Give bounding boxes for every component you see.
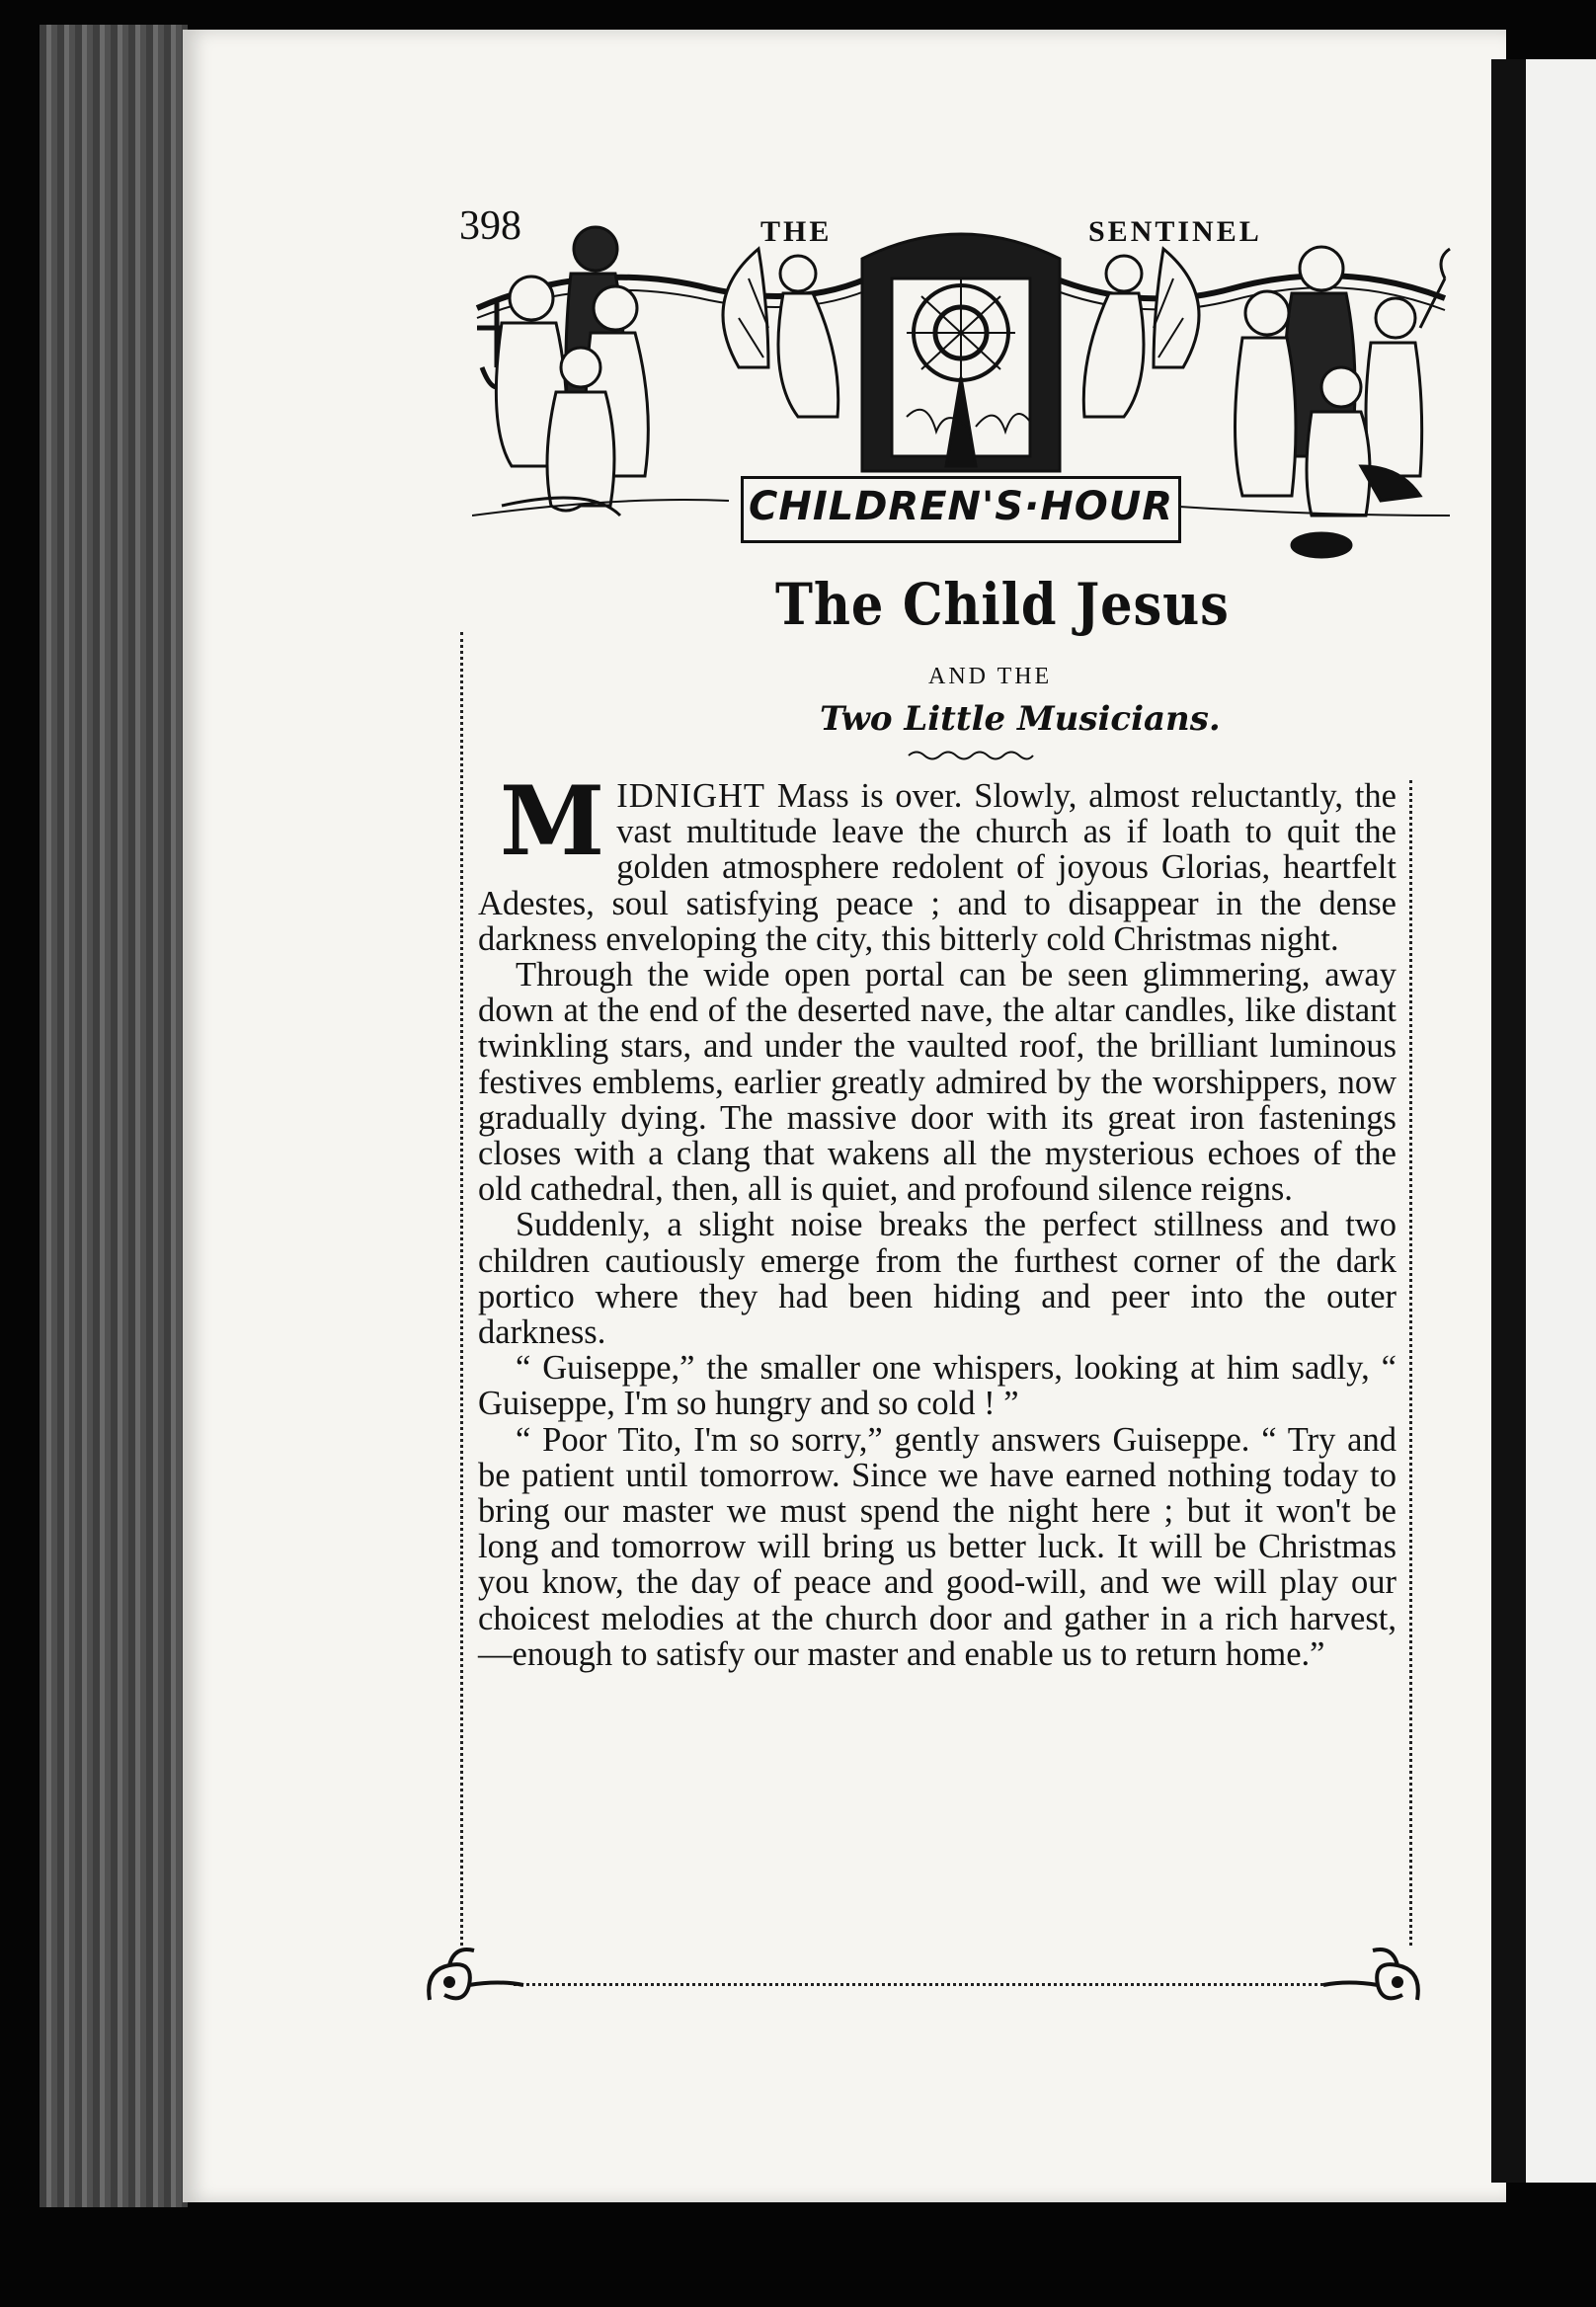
title-connector: AND THE [928, 664, 1053, 689]
paragraph-3: Suddenly, a slight noise breaks the perfect stillness and two children cautiously emerge from the furthest corner of the dark portico where they had been hiding and peer into the outer darkness. [478, 1206, 1396, 1352]
right-angel [1083, 249, 1199, 417]
running-head-left: THE [760, 215, 833, 248]
childrens-hour-banner: CHILDREN'S·HOUR [741, 476, 1181, 543]
left-angel [723, 249, 838, 417]
book-page-edges [40, 25, 188, 2207]
story-title: The Child Jesus [775, 571, 1230, 638]
title-underline-squiggle [907, 749, 1035, 762]
binding-shadow [1491, 59, 1531, 2183]
paragraph-2: Through the wide open portal can be seen glimmering, away down at the end of the deserted nave, the altar candles, like distant twinkling stars, and under the vaulted roof, the brilliant luminous festives emblems, earlier greatly admired by the worshippers, now gradually dying. The massive door with its great iron fastenings closes with a clang that wakens all the mysterious echoes of the old cathedral, then, all is quiet, and profound silence reigns. [478, 956, 1396, 1209]
frame-bottom-border [514, 1983, 1323, 1990]
bottom-left-scroll-ornament [420, 1941, 528, 2020]
first-word: IDNIGHT [616, 777, 765, 815]
monstrance-shrine [862, 234, 1060, 471]
paragraph-1-text: Mass is over. Slowly, almost reluctantly, the vast multitude leave the church as if loath to quit the golden atmosphere redolent of joyous Glorias, heartfelt Adestes, soul satisfying peace ; and to disappear in the dense darkness enveloping the city, this bitterly cold Christmas night. [478, 777, 1396, 958]
article-body [478, 765, 1396, 1673]
drop-cap: M [500, 765, 605, 877]
paragraph-5: “ Poor Tito, I'm so sorry,” gently answers Guiseppe. “ Try and be patient until tomorrow. Since we have earned nothing today to bring our master we must spend the night here ; but it won't be long and tomorrow will bring us better luck. It will be Christmas you know, the day of peace and good-will, and we will play our choicest melodies at the church door and gather in a rich harvest, —enough to satisfy our master and enable us to return home.” [478, 1420, 1396, 1673]
frame-right-border [1409, 780, 1418, 1946]
bottom-right-scroll-ornament [1318, 1941, 1427, 2020]
story-subtitle: Two Little Musicians. [820, 699, 1221, 739]
facing-page-strip [1526, 59, 1596, 2183]
page-number: 398 [459, 203, 521, 249]
frame-left-border [460, 632, 469, 1946]
children-left-group [496, 227, 648, 516]
paragraph-4: “ Guiseppe,” the smaller one whispers, looking at him sadly, “ Guiseppe, I'm so hungry and so cold ! ” [478, 1349, 1396, 1423]
paragraph-1 [478, 765, 1396, 958]
running-head-right: SENTINEL [1088, 215, 1262, 248]
